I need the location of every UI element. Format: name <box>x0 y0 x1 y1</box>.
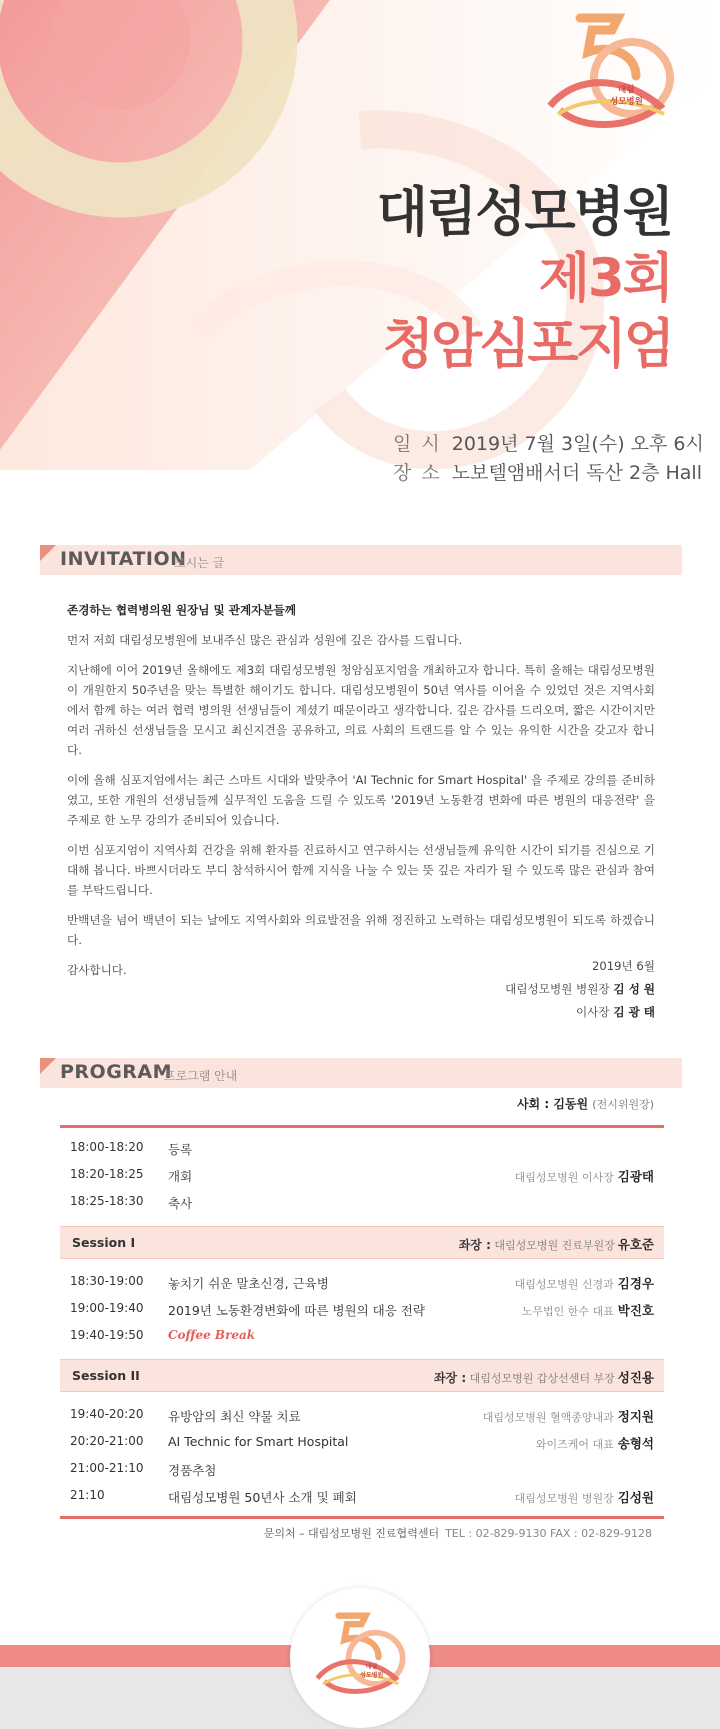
program-row: 18:30-19:00 놓치기 쉬운 말초신경, 근육병 대림성모병원 신경과 김경우 <box>70 1274 654 1291</box>
event-info <box>393 430 704 488</box>
program-row: 21:00-21:10 경품추첨 <box>70 1461 217 1478</box>
program-header <box>40 1058 682 1088</box>
sign-line-chairman: 이사장 김 광 태 <box>576 1005 655 1019</box>
program-row: 21:10 대림성모병원 50년사 소개 및 폐회 대림성모병원 병원장 김성원 <box>70 1488 654 1505</box>
contact-info <box>264 1525 652 1541</box>
invitation-header <box>40 545 682 575</box>
corner-triangle-icon <box>40 1058 56 1074</box>
coffee-break-row: 19:40-19:50 Coffee Break <box>70 1328 256 1342</box>
program-row: 18:25-18:30 축사 <box>70 1194 193 1211</box>
invitation-letter <box>67 600 655 990</box>
hero-section <box>0 0 720 520</box>
event-place-row <box>393 459 704 488</box>
invitation-heading-ko: 모시는 글 <box>174 556 225 570</box>
event-name-title: 청암심포지엄 <box>382 314 672 375</box>
contact-center: 문의처 – 대림성모병원 진료협력센터 <box>263 1527 440 1540</box>
svg-text:성모병원: 성모병원 <box>610 97 643 107</box>
date-label: 일 시 <box>393 433 442 455</box>
program-row: 19:00-19:40 2019년 노동환경변화에 따른 병원의 대응 전략 노무법인 한수 대표 박진호 <box>70 1301 654 1318</box>
program-row: 18:00-18:20 등록 <box>70 1140 193 1157</box>
event-edition-title: 제3회 <box>538 248 672 309</box>
hospital-50th-logo <box>540 10 680 145</box>
letter-paragraph: 이번 심포지엄이 지역사회 건강을 위해 환자를 진료하시고 연구하시는 선생님들께 유익한 시간이 되기를 진심으로 기대해 봅니다. 바쁘시더라도 부디 참석하시어 함께 지식을 나눌 수 있는 뜻 깊은 자리가 될 수 있도록 많은 관심과 참여를 부탁드립니다. <box>67 843 655 897</box>
footer-50th-logo <box>290 1588 430 1728</box>
contact-phone: TEL : 02-829-9130 FAX : 02-829-9128 <box>445 1527 652 1540</box>
hero-title <box>377 180 672 378</box>
program-heading-en: PROGRAM <box>60 1061 173 1083</box>
letter-paragraph: 이에 올해 심포지엄에서는 최근 스마트 시대와 발맞추어 'AI Technic for Smart Hospital' 을 주제로 강의를 준비하였고, 또한 개원의 선생님들께 실무적인 도움을 드릴 수 있도록 '2019년 노동환경 변화에 따른 병원의 대응전략' 을 주제로 한 노무 강의가 준비되어 있습니다. <box>67 773 655 827</box>
corner-triangle-icon <box>40 545 56 561</box>
svg-text:대림: 대림 <box>365 1663 378 1671</box>
letter-greeting: 존경하는 협력병의원 원장님 및 관계자분들께 <box>67 603 296 617</box>
program-top-rule <box>60 1125 664 1128</box>
program-mc: 사회 : 김동원 (전시위원장) <box>516 1097 654 1111</box>
date-value: 2019년 7월 3일(수) 오후 6시 <box>451 433 704 455</box>
invitation-heading-en: INVITATION <box>60 548 187 570</box>
letter-signature <box>505 955 655 1024</box>
session-2-header: Session II 좌장 : 대림성모병원 갑상선센터 부장 성진용 <box>60 1359 664 1392</box>
program-bottom-rule <box>60 1516 664 1519</box>
program-row: 20:20-21:00 AI Technic for Smart Hospital 와이즈케어 대표 송형석 <box>70 1434 654 1451</box>
letter-paragraph: 감사합니다. <box>67 963 127 977</box>
svg-text:대림: 대림 <box>618 85 635 95</box>
program-row: 18:20-18:25 개회 대림성모병원 이사장 김광태 <box>70 1167 654 1184</box>
event-date-row <box>393 430 704 459</box>
session-1-header: Session I 좌장 : 대림성모병원 진료부원장 유호준 <box>60 1226 664 1259</box>
letter-paragraph: 지난해에 이어 2019년 올해에도 제3회 대림성모병원 청암심포지엄을 개최하고자 합니다. 특히 올해는 대림성모병원이 개원한지 50주년을 맞는 특별한 해이기도 합니다. 대림성모병원이 50년 역사를 이어올 수 있었던 것은 지역사회에서 함께 하는 여러 협력 병의원 선생님들이 계셨기 때문이라고 생각합니다. 깊은 감사를 드리오며, 짧은 시간이지만 여러 귀하신 선생님들을 모시고 최신지견을 공유하고, 의료 사회의 트랜드를 알 수 있는 유익한 시간을 갖고자 합니다. <box>67 663 655 757</box>
sign-line-director: 대림성모병원 병원장 김 성 원 <box>505 982 655 996</box>
program-heading-ko: 프로그램 안내 <box>164 1069 238 1083</box>
place-label: 장 소 <box>393 462 442 484</box>
letter-paragraph: 먼저 저희 대림성모병원에 보내주신 많은 관심과 성원에 깊은 감사를 드립니다. <box>67 633 463 647</box>
place-value: 노보텔앰배서더 독산 2층 Hall <box>451 462 702 484</box>
hospital-name-title: 대림성모병원 <box>376 182 672 243</box>
letter-paragraph: 반백년을 넘어 백년이 되는 날에도 지역사회와 의료발전을 위해 정진하고 노력하는 대림성모병원이 되도록 하겠습니다. <box>67 913 655 947</box>
sign-date: 2019년 6월 <box>592 959 655 973</box>
svg-text:성모병원: 성모병원 <box>360 1671 384 1679</box>
program-row: 19:40-20:20 유방암의 최신 약물 치료 대림성모병원 혈액종양내과 정지원 <box>70 1407 654 1424</box>
